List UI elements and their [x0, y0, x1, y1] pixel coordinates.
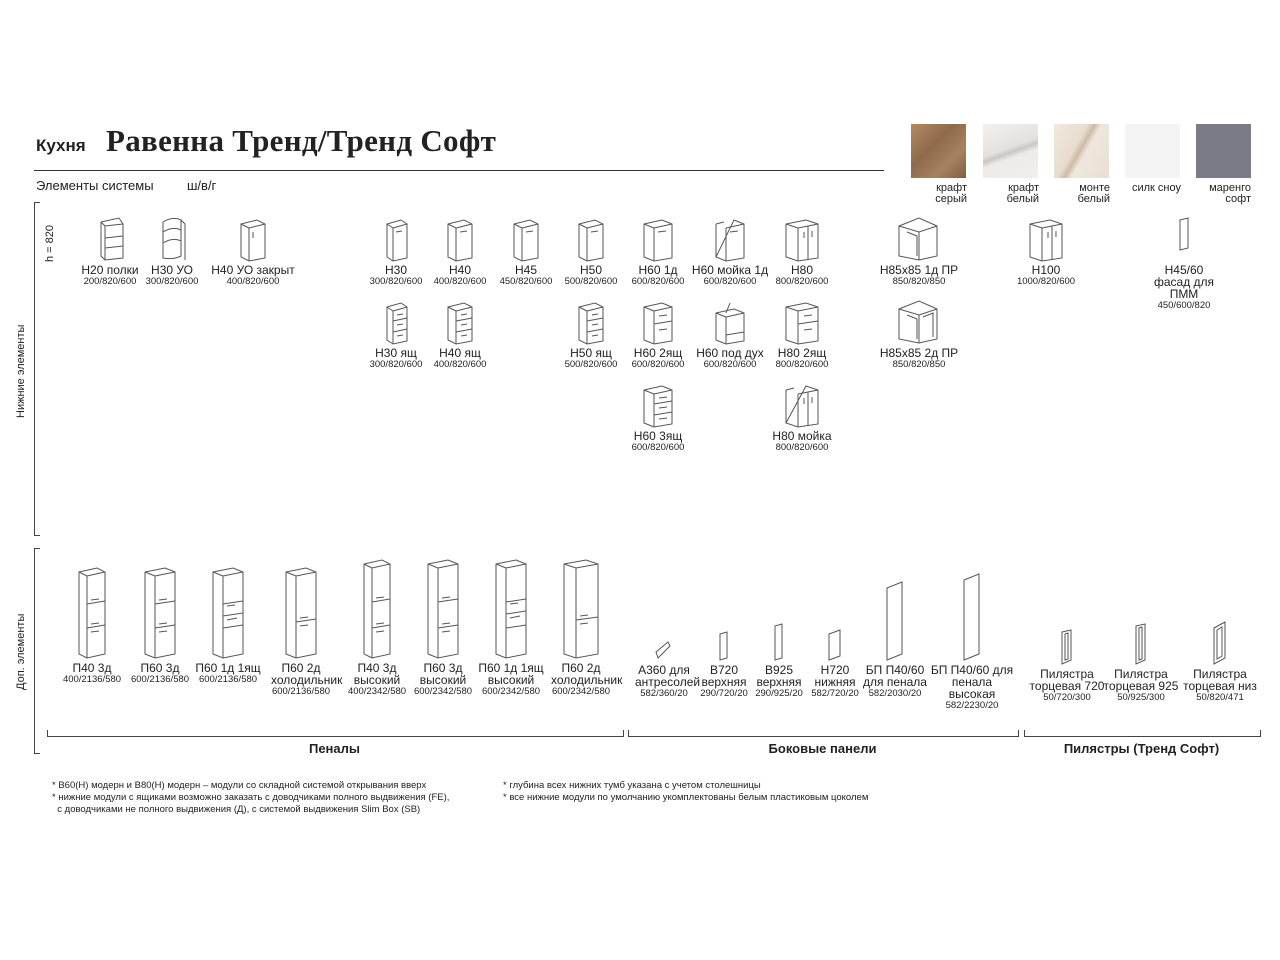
item-dims: 600/2342/580	[481, 686, 541, 697]
tall-cabinet-icon	[560, 556, 602, 660]
item-dims: 500/820/600	[564, 276, 618, 287]
footnote-right: * глубина всех нижних тумб указана с учетом столешницы * все нижние модули по умолчанию укомплектованы белым пластиковым цоколем	[503, 780, 869, 803]
drawer-cabinet-icon	[640, 299, 676, 345]
item-dims: 300/820/600	[145, 276, 199, 287]
panel-icon	[717, 630, 731, 662]
title-rule	[34, 170, 884, 171]
footnote-left: * В60(Н) модерн и В80(Н) модерн – модули со складной системой открывания вверх * нижние модули с ящиками возможно заказать с доводчиками полного выдвижения (FE), с доводчиками не полного выдвижения (Д), с системой выдвижения Slim Box (SB)	[52, 780, 450, 815]
item-name: Н45	[514, 263, 537, 277]
item-dims: 290/925/20	[755, 688, 803, 699]
swatch-label: силк сноу	[1131, 182, 1181, 194]
cabinet-item-n45-facade	[1139, 216, 1229, 311]
cabinet-item-n60-3drawers	[613, 382, 703, 453]
swatch-kraft-white	[983, 124, 1038, 178]
tall-cabinet-icon	[424, 556, 462, 660]
item-name: В925 верхняя	[756, 663, 802, 689]
item-name: Н720 нижняя	[814, 663, 856, 689]
item-dims: 400/820/600	[226, 276, 280, 287]
swatch-label: монте белый	[1077, 182, 1110, 205]
drawer-cabinet-icon	[575, 299, 607, 345]
height-label: h = 820	[44, 224, 56, 262]
drawer-cabinet-icon	[640, 382, 676, 428]
cabinet-icon	[381, 216, 411, 262]
oven-cabinet-icon	[712, 299, 748, 345]
cabinet-item-n85-2d	[874, 299, 964, 370]
cabinet-icon	[510, 216, 542, 262]
cabinet-item-n40-drawers	[415, 299, 505, 370]
pilaster-icon	[1211, 620, 1229, 666]
cabinet-icon	[575, 216, 607, 262]
item-dims: 600/820/600	[631, 442, 685, 453]
item-name: Н40 УО закрыт	[211, 263, 295, 277]
lower-section-label: Нижние элементы	[15, 324, 27, 418]
pilaster-925	[1096, 622, 1186, 703]
cabinet-icon	[237, 216, 269, 262]
extra-section-label: Доп. элементы	[15, 613, 27, 690]
group-label-pilasters: Пилястры (Тренд Софт)	[1063, 741, 1220, 756]
swatch-label: крафт белый	[1006, 182, 1039, 205]
cabinet-item-n40-uo-closed	[208, 216, 298, 287]
item-name: Н60 3ящ	[633, 429, 683, 443]
item-dims: 800/820/600	[775, 442, 829, 453]
item-dims: 50/925/300	[1117, 692, 1165, 703]
system-label: Элементы системы	[36, 178, 154, 193]
penal-item-p60-2d-fridge-high	[533, 556, 629, 697]
item-dims: 300/820/600	[369, 276, 423, 287]
swatch-monte-white	[1054, 124, 1109, 178]
item-name: П60 2д холодильник	[271, 661, 343, 687]
bracket-tick	[34, 753, 40, 754]
item-name: Пилястра торцевая низ	[1183, 667, 1257, 693]
item-name: Н30 УО	[151, 263, 193, 277]
item-dims: 50/720/300	[1043, 692, 1091, 703]
item-dims: 200/820/600	[83, 276, 137, 287]
item-dims: 400/2136/580	[62, 674, 122, 685]
item-name: БП П40/60 для пенала высокая	[930, 663, 1014, 701]
item-name: БП П40/60 для пенала	[863, 663, 927, 689]
item-dims: 600/2136/580	[198, 674, 258, 685]
item-dims: 600/2136/580	[271, 686, 331, 697]
item-name: Н80 мойка	[772, 429, 832, 443]
cabinet-item-n30-uo	[127, 216, 217, 287]
sink-cabinet-icon	[782, 382, 822, 428]
item-dims: 600/820/600	[703, 276, 757, 287]
cabinet-item-n80	[757, 216, 847, 287]
pilaster-icon	[1059, 628, 1075, 666]
item-dims: 50/820/471	[1196, 692, 1244, 703]
item-dims: 400/820/600	[433, 276, 487, 287]
cabinet-shelves-icon	[95, 216, 125, 262]
panel-icon	[826, 628, 844, 662]
cabinet-item-n80-2drawers	[757, 299, 847, 370]
tall-cabinet-icon	[492, 556, 530, 660]
drawer-cabinet-icon	[782, 299, 822, 345]
item-dims: 600/2342/580	[551, 686, 611, 697]
item-name: П40 3д	[72, 661, 112, 675]
item-dims: 600/2136/580	[130, 674, 190, 685]
item-name: Н60 1д	[638, 263, 678, 277]
item-dims: 850/820/850	[892, 359, 946, 370]
item-name: П60 1д 1ящ высокий	[478, 661, 544, 687]
tall-cabinet-icon	[360, 556, 394, 660]
item-name: А360 для антресолей	[635, 663, 701, 689]
item-name: Н60 под дух	[696, 346, 764, 360]
item-dims: 850/820/850	[892, 276, 946, 287]
tall-cabinet-icon	[75, 564, 109, 660]
item-name: Н60 мойка 1д	[691, 263, 769, 277]
bracket-tick	[34, 548, 40, 549]
two-door-cabinet-icon	[782, 216, 822, 262]
panel-icon	[884, 580, 906, 662]
pilasters-bracket	[1024, 730, 1261, 737]
item-name: Н50 ящ	[570, 346, 612, 360]
extra-section-bracket	[34, 548, 35, 754]
item-name: Н85х85 2д ПР	[879, 346, 959, 360]
item-name: Пилястра торцевая 720	[1029, 667, 1105, 693]
item-dims: 600/820/600	[631, 359, 685, 370]
item-name: П40 3д высокий	[353, 661, 401, 687]
sink-cabinet-icon	[712, 216, 748, 262]
kitchen-word: Кухня	[36, 136, 86, 155]
tall-cabinet-icon	[282, 564, 320, 660]
tall-cabinet-icon	[209, 564, 247, 660]
two-door-cabinet-icon	[1026, 216, 1066, 262]
drawer-cabinet-icon	[381, 299, 411, 345]
item-name: Пилястра торцевая 925	[1103, 667, 1179, 693]
item-name: Н50	[579, 263, 602, 277]
item-dims: 600/2342/580	[413, 686, 473, 697]
item-dims: 450/600/820	[1157, 300, 1211, 311]
cabinet-icon	[444, 216, 476, 262]
group-label-side-panels: Боковые панели	[768, 741, 877, 756]
bracket-tick	[34, 202, 40, 203]
item-name: Н30	[384, 263, 407, 277]
swatch-marengo-soft	[1196, 124, 1251, 178]
dims-label: ш/в/г	[187, 178, 217, 193]
cabinet-icon	[640, 216, 676, 262]
item-dims: 450/820/600	[499, 276, 553, 287]
swatch-label: маренго софт	[1209, 182, 1251, 205]
item-dims: 300/820/600	[369, 359, 423, 370]
lower-section-bracket	[34, 202, 35, 536]
item-name: Н40 ящ	[439, 346, 481, 360]
item-dims: 582/360/20	[640, 688, 688, 699]
side-panel-bp-p40-60-high	[922, 572, 1022, 711]
item-name: Н85х85 1д ПР	[879, 263, 959, 277]
panel-icon	[772, 622, 786, 662]
item-dims: 582/2230/20	[945, 700, 999, 711]
item-name: Н30 ящ	[375, 346, 417, 360]
item-name: П60 3д	[140, 661, 180, 675]
cabinet-item-n80-sink	[757, 382, 847, 453]
corner-shelf-icon	[157, 216, 187, 262]
item-dims: 290/720/20	[700, 688, 748, 699]
item-dims: 400/2342/580	[347, 686, 407, 697]
side-panels-bracket	[628, 730, 1019, 737]
item-name: Н45/60 фасад для ПММ	[1153, 263, 1215, 301]
item-dims: 500/820/600	[564, 359, 618, 370]
bracket-tick	[34, 535, 40, 536]
cabinet-item-n100	[1001, 216, 1091, 287]
item-name: Н100	[1031, 263, 1061, 277]
item-name: Н80	[790, 263, 813, 277]
drawer-cabinet-icon	[444, 299, 476, 345]
item-dims: 582/2030/20	[868, 688, 922, 699]
item-dims: 1000/820/600	[1016, 276, 1076, 287]
item-name: Н20 полки	[81, 263, 139, 277]
pilaster-bottom	[1175, 620, 1265, 703]
item-dims: 582/720/20	[811, 688, 859, 699]
item-name: П60 2д холодильник	[551, 661, 623, 687]
swatch-label: крафт серый	[935, 182, 967, 205]
page-title: Равенна Тренд/Тренд Софт	[106, 123, 497, 158]
facade-panel-icon	[1174, 216, 1194, 262]
tall-cabinet-icon	[141, 564, 179, 660]
group-label-penals: Пеналы	[308, 741, 361, 756]
pilaster-icon	[1133, 622, 1149, 666]
item-dims: 800/820/600	[775, 359, 829, 370]
item-dims: 800/820/600	[775, 276, 829, 287]
item-dims: 400/820/600	[433, 359, 487, 370]
item-dims: 600/820/600	[631, 276, 685, 287]
corner-cabinet-icon	[897, 216, 941, 262]
item-name: В720 верхняя	[701, 663, 747, 689]
swatch-silk-snow	[1125, 124, 1180, 178]
swatch-kraft-grey	[911, 124, 966, 178]
corner-cabinet-icon	[897, 299, 941, 345]
item-name: Н40	[448, 263, 471, 277]
panel-icon	[654, 638, 674, 662]
item-name: Н80 2ящ	[777, 346, 827, 360]
panel-icon	[961, 572, 983, 662]
item-dims: 600/820/600	[703, 359, 757, 370]
item-name: П60 1д 1ящ	[195, 661, 261, 675]
cabinet-item-n85-1d	[874, 216, 964, 287]
item-name: Н60 2ящ	[633, 346, 683, 360]
penals-bracket	[47, 730, 624, 737]
item-name: П60 3д высокий	[419, 661, 467, 687]
